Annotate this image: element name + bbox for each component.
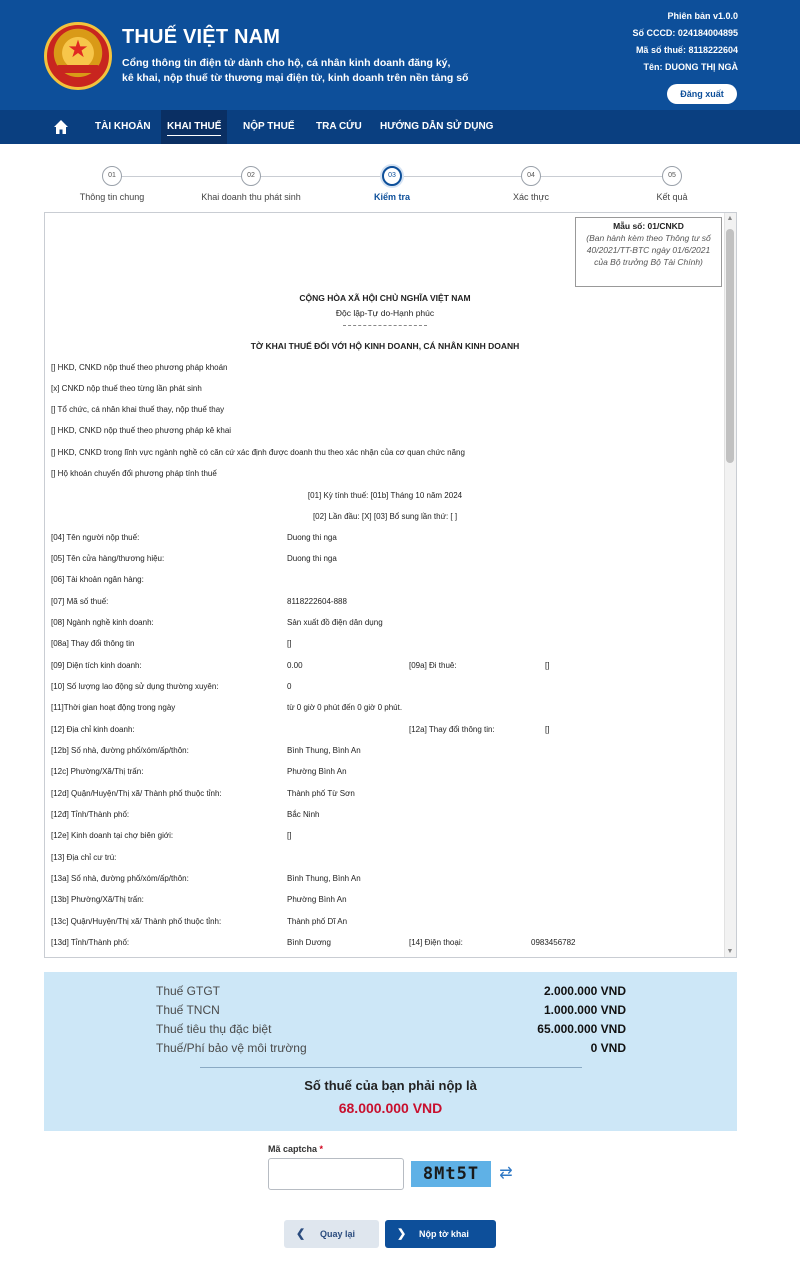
field-value: Bình Thung, Bình An: [287, 874, 361, 883]
field-label: [12d] Quận/Huyện/Thị xã/ Thành phố thuộc tỉnh:: [51, 789, 222, 798]
field-label: [12e] Kinh doanh tại chợ biên giới:: [51, 831, 174, 840]
summary-row: Thuế GTGT 2.000.000 VND: [156, 984, 626, 998]
field-value: Phường Bình An: [287, 895, 347, 904]
field-extra-value: []: [545, 661, 550, 670]
summary-row: Thuế/Phí bảo vệ môi trường 0 VND: [156, 1041, 626, 1055]
field-label: [08a] Thay đổi thông tin: [51, 639, 135, 648]
summary-row: Thuế TNCN 1.000.000 VND: [156, 1003, 626, 1017]
field-extra-label: [12a] Thay đổi thông tin:: [409, 725, 495, 734]
version-text: Phiên bản v1.0.0: [667, 11, 738, 21]
field-label: [05] Tên cửa hàng/thương hiệu:: [51, 554, 165, 563]
field-value: []: [287, 639, 292, 648]
step-1: 01 Thông tin chung: [42, 166, 182, 202]
field-extra-value: 0983456782: [531, 938, 576, 947]
field-label: [12] Địa chỉ kinh doanh:: [51, 725, 135, 734]
form-note: (Ban hành kèm theo Thông tư số 40/2021/TT-BTC ngày 01/6/2021 của Bộ trưởng Bộ Tài Chính): [586, 233, 711, 267]
home-icon[interactable]: [53, 119, 69, 135]
document-scrollbar[interactable]: [724, 213, 736, 957]
user-info: [632, 8, 738, 76]
step-3-active: 03 Kiểm tra: [322, 166, 462, 202]
motto-divider: [343, 325, 427, 326]
main-nav: [0, 110, 800, 144]
tax-period: [01] Kỳ tính thuế: [01b] Tháng 10 năm 2024: [307, 491, 463, 500]
declaration-document[interactable]: [44, 212, 737, 958]
field-extra-label: [14] Điện thoại:: [409, 938, 463, 947]
field-value: 0: [287, 682, 292, 691]
field-label: [04] Tên người nộp thuế:: [51, 533, 140, 542]
field-label: [08] Ngành nghề kinh doanh:: [51, 618, 154, 627]
check-option: [] Tổ chức, cá nhân khai thuế thay, nộp thuế thay: [51, 405, 225, 414]
cccd-text: Số CCCD: 024184004895: [632, 28, 738, 38]
field-label: [13c] Quận/Huyện/Thị xã/ Thành phố thuộc tỉnh:: [51, 917, 222, 926]
check-option: [] HKD, CNKD nộp thuế theo phương pháp khoán: [51, 363, 228, 372]
document-title: TỜ KHAI THUẾ ĐỐI VỚI HỘ KINH DOANH, CÁ NHÂN KINH DOANH: [250, 341, 520, 351]
logout-button[interactable]: Đăng xuất: [667, 84, 737, 104]
republic-heading: CỘNG HÒA XÃ HỘI CHỦ NGHĨA VIỆT NAM: [299, 293, 471, 303]
user-name-text: Tên: DUONG THỊ NGÀ: [643, 62, 738, 72]
field-label: [13a] Số nhà, đường phố/xóm/ấp/thôn:: [51, 874, 189, 883]
check-option: [x] CNKD nộp thuế theo từng lần phát sinh: [51, 384, 202, 393]
site-subtitle: Cổng thông tin điện tử dành cho hộ, cá nhân kinh doanh đăng ký, kê khai, nộp thuế từ thương mại điện tử, kinh doanh trên nền tảng số: [122, 57, 469, 84]
field-label: [12c] Phường/Xã/Thị trấn:: [51, 767, 144, 776]
nav-item-tra-cuu[interactable]: TRA CỨU: [316, 121, 362, 132]
field-value: Duong thi nga: [287, 554, 337, 563]
field-value: Bình Thung, Bình An: [287, 746, 361, 755]
summary-row: Thuế tiêu thụ đặc biệt 65.000.000 VND: [156, 1022, 626, 1036]
national-emblem-icon: ★: [44, 22, 112, 90]
field-value: Thành phố Dĩ An: [287, 917, 348, 926]
captcha-input[interactable]: [268, 1158, 404, 1190]
field-value: 8118222604-888: [287, 597, 347, 606]
field-label: [12đ] Tỉnh/Thành phố:: [51, 810, 130, 819]
form-number-box: [575, 217, 722, 287]
motto-text: Độc lập-Tự do-Hạnh phúc: [335, 308, 435, 318]
step-2: 02 Khai doanh thu phát sinh: [181, 166, 321, 202]
field-value: Phường Bình An: [287, 767, 347, 776]
field-value: Duong thi nga: [287, 533, 337, 542]
nav-item-nop-thue[interactable]: NỘP THUẾ: [243, 121, 295, 132]
check-option: [] Hộ khoán chuyển đổi phương pháp tính thuế: [51, 469, 217, 478]
nav-item-huong-dan[interactable]: HƯỚNG DẪN SỬ DỤNG: [380, 121, 494, 132]
scroll-up-icon[interactable]: ▲: [726, 215, 734, 222]
field-label: [13b] Phường/Xã/Thị trấn:: [51, 895, 144, 904]
first-time-flag: [02] Lần đầu: [X] [03] Bổ sung lần thứ: [ ]: [312, 512, 458, 521]
field-extra-value: []: [545, 725, 550, 734]
scroll-down-icon[interactable]: ▼: [726, 948, 734, 955]
field-label: [13] Địa chỉ cư trú:: [51, 853, 117, 862]
captcha-label: Mã captcha *: [268, 1144, 324, 1154]
back-button[interactable]: ❮ Quay lại: [284, 1220, 379, 1248]
field-label: [11]Thời gian hoạt động trong ngày: [51, 703, 176, 712]
chevron-right-icon: ❯: [397, 1228, 407, 1240]
field-value: Sản xuất đồ điện dân dụng: [287, 618, 383, 627]
field-value: 0.00: [287, 661, 303, 670]
field-label: [06] Tài khoản ngân hàng:: [51, 575, 144, 584]
chevron-left-icon: ❮: [296, 1228, 306, 1240]
site-header: [0, 0, 800, 110]
captcha-image: 8Mt5T: [411, 1161, 491, 1187]
field-label: [07] Mã số thuế:: [51, 597, 109, 606]
total-amount: 68.000.000 VND: [338, 1100, 443, 1116]
scrollbar-thumb[interactable]: [726, 229, 734, 463]
field-value: Bắc Ninh: [287, 810, 320, 819]
refresh-icon[interactable]: ⇄: [499, 1165, 513, 1182]
field-value: từ 0 giờ 0 phút đến 0 giờ 0 phút.: [287, 703, 403, 712]
field-value: Bình Dương: [287, 938, 331, 947]
tax-summary: [44, 972, 737, 1131]
field-label: [12b] Số nhà, đường phố/xóm/ấp/thôn:: [51, 746, 189, 755]
nav-item-khai-thue[interactable]: KHAI THUẾ: [161, 110, 227, 144]
form-number: Mẫu số: 01/CNKD: [613, 221, 684, 231]
summary-divider: [200, 1067, 582, 1068]
tax-code-text: Mã số thuế: 8118222604: [635, 45, 738, 55]
step-4: 04 Xác thực: [461, 166, 601, 202]
check-option: [] HKD, CNKD nộp thuế theo phương pháp kê khai: [51, 426, 232, 435]
field-extra-label: [09a] Đi thuê:: [409, 661, 457, 670]
total-label: Số thuế của bạn phải nộp là: [304, 1078, 477, 1093]
field-value: []: [287, 831, 292, 840]
submit-declaration-button[interactable]: ❯ Nộp tờ khai: [385, 1220, 496, 1248]
field-label: [13d] Tỉnh/Thành phố:: [51, 938, 130, 947]
check-option: [] HKD, CNKD trong lĩnh vực ngành nghề có căn cứ xác định được doanh thu theo xác nhận của cơ quan chức năng: [51, 448, 465, 457]
field-label: [10] Số lượng lao động sử dụng thường xuyên:: [51, 682, 219, 691]
nav-item-tai-khoan[interactable]: TÀI KHOẢN: [95, 121, 151, 132]
field-value: Thành phố Từ Sơn: [287, 789, 355, 798]
step-5: 05 Kết quả: [602, 166, 742, 202]
field-label: [09] Diện tích kinh doanh:: [51, 661, 142, 670]
site-title: THUẾ VIỆT NAM: [122, 26, 281, 48]
